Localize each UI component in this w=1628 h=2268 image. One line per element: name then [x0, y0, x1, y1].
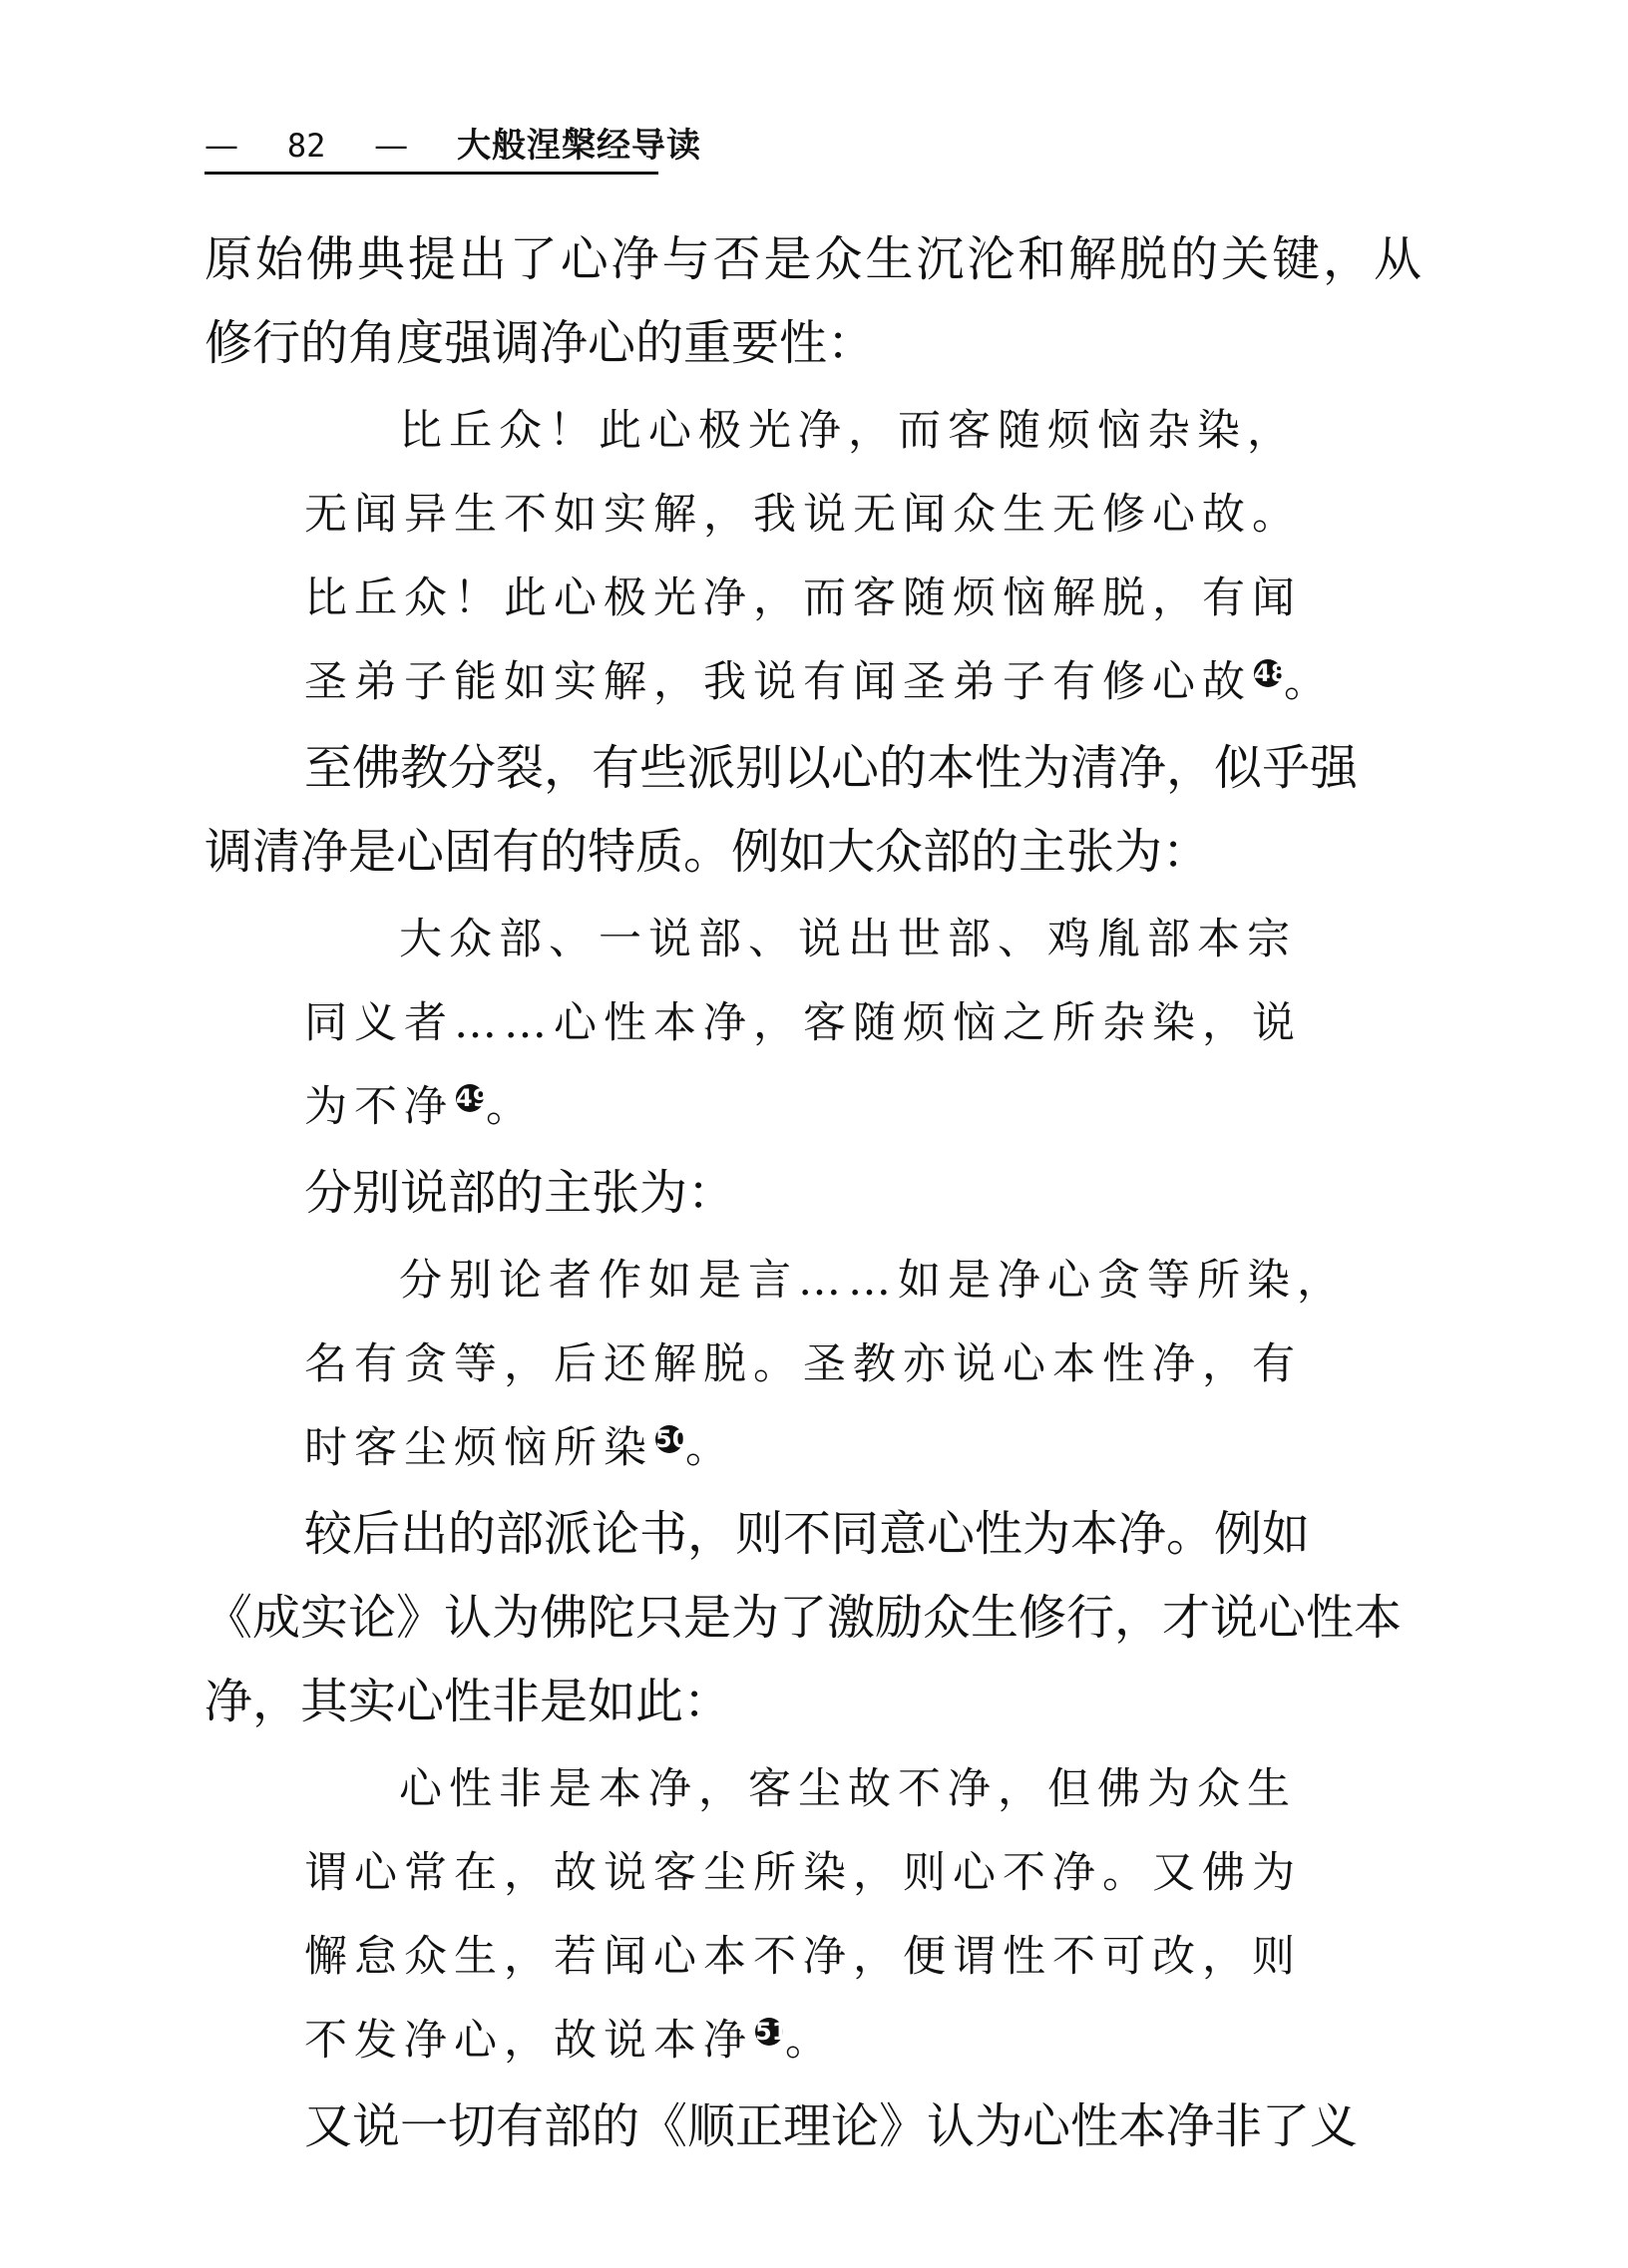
body-line: 又说一切有部的《顺正理论》认为心性本净非了义	[304, 2098, 1359, 2154]
quote-line: 为不净49。	[304, 1082, 536, 1132]
quote-line: 名有贪等，后还解脱。圣教亦说心本性净，有	[304, 1339, 1302, 1389]
quote-line: 时客尘烦恼所染50。	[304, 1423, 735, 1473]
quote-line: 懈怠众生，若闻心本不净，便谓性不可改，则	[304, 1932, 1302, 1982]
page-number: 82	[286, 127, 326, 165]
quote-line: 比丘众！此心极光净，而客随烦恼解脱，有闻	[304, 573, 1302, 623]
header-dash-left: —	[204, 126, 238, 166]
footnote-marker: 51	[755, 2017, 789, 2046]
body-line: 分别说部的主张为：	[304, 1165, 736, 1221]
quote-line: 无闻异生不如实解，我说无闻众生无修心故。	[304, 490, 1302, 540]
quote-line: 大众部、一说部、说出世部、鸡胤部本宗	[399, 915, 1297, 964]
body-line: 原始佛典提出了心净与否是众生沉沦和解脱的关键，从	[204, 231, 1422, 287]
body-line: 较后出的部派论书，则不同意心性为本净。例如	[304, 1506, 1311, 1562]
footnote-marker: 50	[655, 1424, 689, 1453]
body-line: 至佛教分裂，有些派别以心的本性为清净，似乎强	[304, 740, 1359, 796]
footnote-marker: 48	[1254, 658, 1288, 687]
body-line: 《成实论》认为佛陀只是为了激励众生修行，才说心性本	[204, 1590, 1403, 1646]
body-line: 净，其实心性非是如此：	[204, 1674, 732, 1729]
quote-line: 心性非是本净，客尘故不净，但佛为众生	[399, 1764, 1297, 1814]
book-title: 大般涅槃经导读	[456, 126, 701, 166]
quote-line: 分别论者作如是言……如是净心贪等所染，	[399, 1256, 1347, 1306]
footnote-marker: 49	[456, 1083, 490, 1112]
quote-line: 谓心常在，故说客尘所染，则心不净。又佛为	[304, 1848, 1302, 1898]
page-header	[204, 120, 701, 175]
quote-line: 同义者……心性本净，客随烦恼之所杂染，说	[304, 998, 1302, 1048]
quote-line: 不发净心，故说本净51。	[304, 2016, 835, 2066]
quote-line: 比丘众！此心极光净，而客随烦恼杂染，	[399, 406, 1297, 456]
quote-line: 圣弟子能如实解，我说有闻圣弟子有修心故48。	[304, 657, 1334, 707]
body-line: 调清净是心固有的特质。例如大众部的主张为：	[204, 824, 1211, 880]
header-dash-right: —	[374, 126, 409, 166]
body-line: 修行的角度强调净心的重要性：	[204, 315, 876, 371]
